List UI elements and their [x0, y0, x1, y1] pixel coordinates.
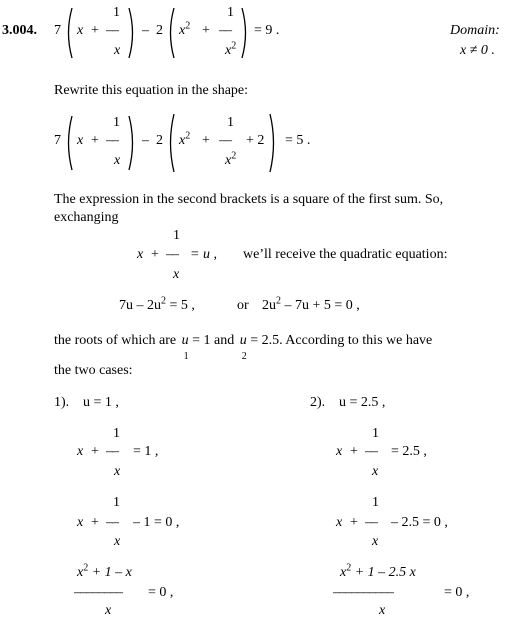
right-paren — [127, 114, 137, 172]
plus-sign: + — [91, 133, 99, 148]
case1-eq-b: – 1 = 0 , — [133, 515, 180, 530]
plus-sign: + — [91, 23, 99, 38]
explain-receive: we’ll receive the quadratic equation: — [243, 247, 448, 262]
fraction-bar: –– — [106, 444, 118, 459]
left-paren — [166, 6, 176, 60]
right-paren — [127, 6, 137, 60]
var-x: x — [77, 23, 84, 38]
var-x: x — [77, 444, 84, 459]
explain-line-2: exchanging — [54, 210, 119, 225]
plus-sign: + — [350, 515, 358, 530]
fraction-bar: –– — [219, 133, 231, 148]
case2-eq-b: – 2.5 = 0 , — [391, 515, 448, 530]
fraction-bar: –– — [166, 247, 178, 262]
left-paren — [64, 114, 74, 172]
case1-denominator: x — [105, 603, 112, 618]
case1-numerator: $x^2 + 1 - x$ — [77, 562, 132, 580]
fraction-numerator: 1 — [113, 426, 120, 441]
domain-value: x ≠ 0 . — [460, 43, 495, 58]
fraction-numerator: 1 — [113, 115, 120, 130]
case2-label: 2). — [310, 395, 326, 410]
quadratic-left: $7u - 2u^2 = 5$ , — [119, 295, 195, 313]
left-paren — [64, 6, 74, 60]
fraction-denominator: x — [114, 43, 121, 58]
fraction-bar: –– — [365, 515, 377, 530]
case2-numerator: $x^2 + 1 - 2.5$ x — [340, 562, 416, 580]
plus-sign: + — [350, 444, 358, 459]
fraction-numerator: 1 — [113, 495, 120, 510]
var-x: x — [336, 444, 343, 459]
var-x: x — [137, 247, 144, 262]
fraction-numerator: 1 — [227, 115, 234, 130]
case2-denominator: x — [379, 603, 386, 618]
minus-sign: – — [142, 23, 149, 38]
var-x: x — [336, 515, 343, 530]
equation-rhs: = 9 . — [254, 23, 280, 38]
domain-label: Domain: — [450, 23, 500, 38]
plus-sign: + — [91, 444, 99, 459]
coef-2: 2 — [156, 133, 163, 148]
fraction-bar: –– — [106, 133, 118, 148]
case1-fraction-bar: –––––––– — [74, 585, 122, 600]
fraction-numerator: 1 — [173, 228, 180, 243]
fraction-denominator: x — [372, 464, 379, 479]
u-substitution: = u , — [190, 247, 217, 262]
fraction-denominator: $x^2$ — [225, 150, 237, 168]
fraction-denominator: x — [173, 267, 180, 282]
explain-line-1: The expression in the second brackets is a square of the first sum. So, — [54, 192, 444, 207]
case2-condition: u = 2.5 , — [339, 395, 386, 410]
var-x: x — [77, 133, 84, 148]
case1-eq-c: = 0 , — [148, 585, 174, 600]
fraction-denominator: x — [372, 534, 379, 549]
plus-two: + 2 — [246, 133, 265, 148]
x-squared: $x^2$ — [179, 130, 191, 148]
case2-fraction-bar: –––––––––– — [333, 585, 393, 600]
fraction-numerator: 1 — [227, 5, 234, 20]
plus-sign: + — [202, 133, 210, 148]
case1-condition: u = 1 , — [83, 395, 119, 410]
case1-eq-a: = 1 , — [133, 444, 159, 459]
case2-eq-c: = 0 , — [444, 585, 470, 600]
rewrite-text: Rewrite this equation in the shape: — [54, 83, 249, 98]
fraction-denominator: $x^2$ — [225, 40, 237, 58]
right-paren — [240, 6, 250, 60]
fraction-numerator: 1 — [113, 5, 120, 20]
plus-sign: + — [151, 247, 159, 262]
minus-sign: – — [142, 133, 149, 148]
case1-label: 1). — [54, 395, 70, 410]
roots-line-1: the roots of which are u 1 = 1 and u 2 = 2.5. According to this we have — [54, 333, 433, 362]
coef-7: 7 — [54, 133, 61, 148]
fraction-bar: –– — [106, 515, 118, 530]
fraction-denominator: x — [114, 534, 121, 549]
left-paren — [166, 112, 176, 174]
plus-sign: + — [202, 23, 210, 38]
x-squared: $x^2$ — [179, 20, 191, 38]
case2-eq-a: = 2.5 , — [391, 444, 427, 459]
or-word: or — [237, 298, 249, 313]
problem-number: 3.004. — [2, 23, 37, 38]
fraction-numerator: 1 — [372, 426, 379, 441]
coef-2: 2 — [156, 23, 163, 38]
fraction-denominator: x — [114, 464, 121, 479]
quadratic-right: $2u^2 - 7u + 5 = 0$ , — [262, 295, 360, 313]
fraction-bar: –– — [219, 23, 231, 38]
fraction-bar: –– — [365, 444, 377, 459]
plus-sign: + — [91, 515, 99, 530]
right-paren — [268, 112, 278, 174]
coef-7: 7 — [54, 23, 61, 38]
roots-line-2: the two cases: — [54, 363, 133, 378]
var-x: x — [77, 515, 84, 530]
fraction-denominator: x — [114, 153, 121, 168]
fraction-numerator: 1 — [372, 495, 379, 510]
fraction-bar: –– — [106, 23, 118, 38]
rewrite-rhs: = 5 . — [285, 133, 311, 148]
